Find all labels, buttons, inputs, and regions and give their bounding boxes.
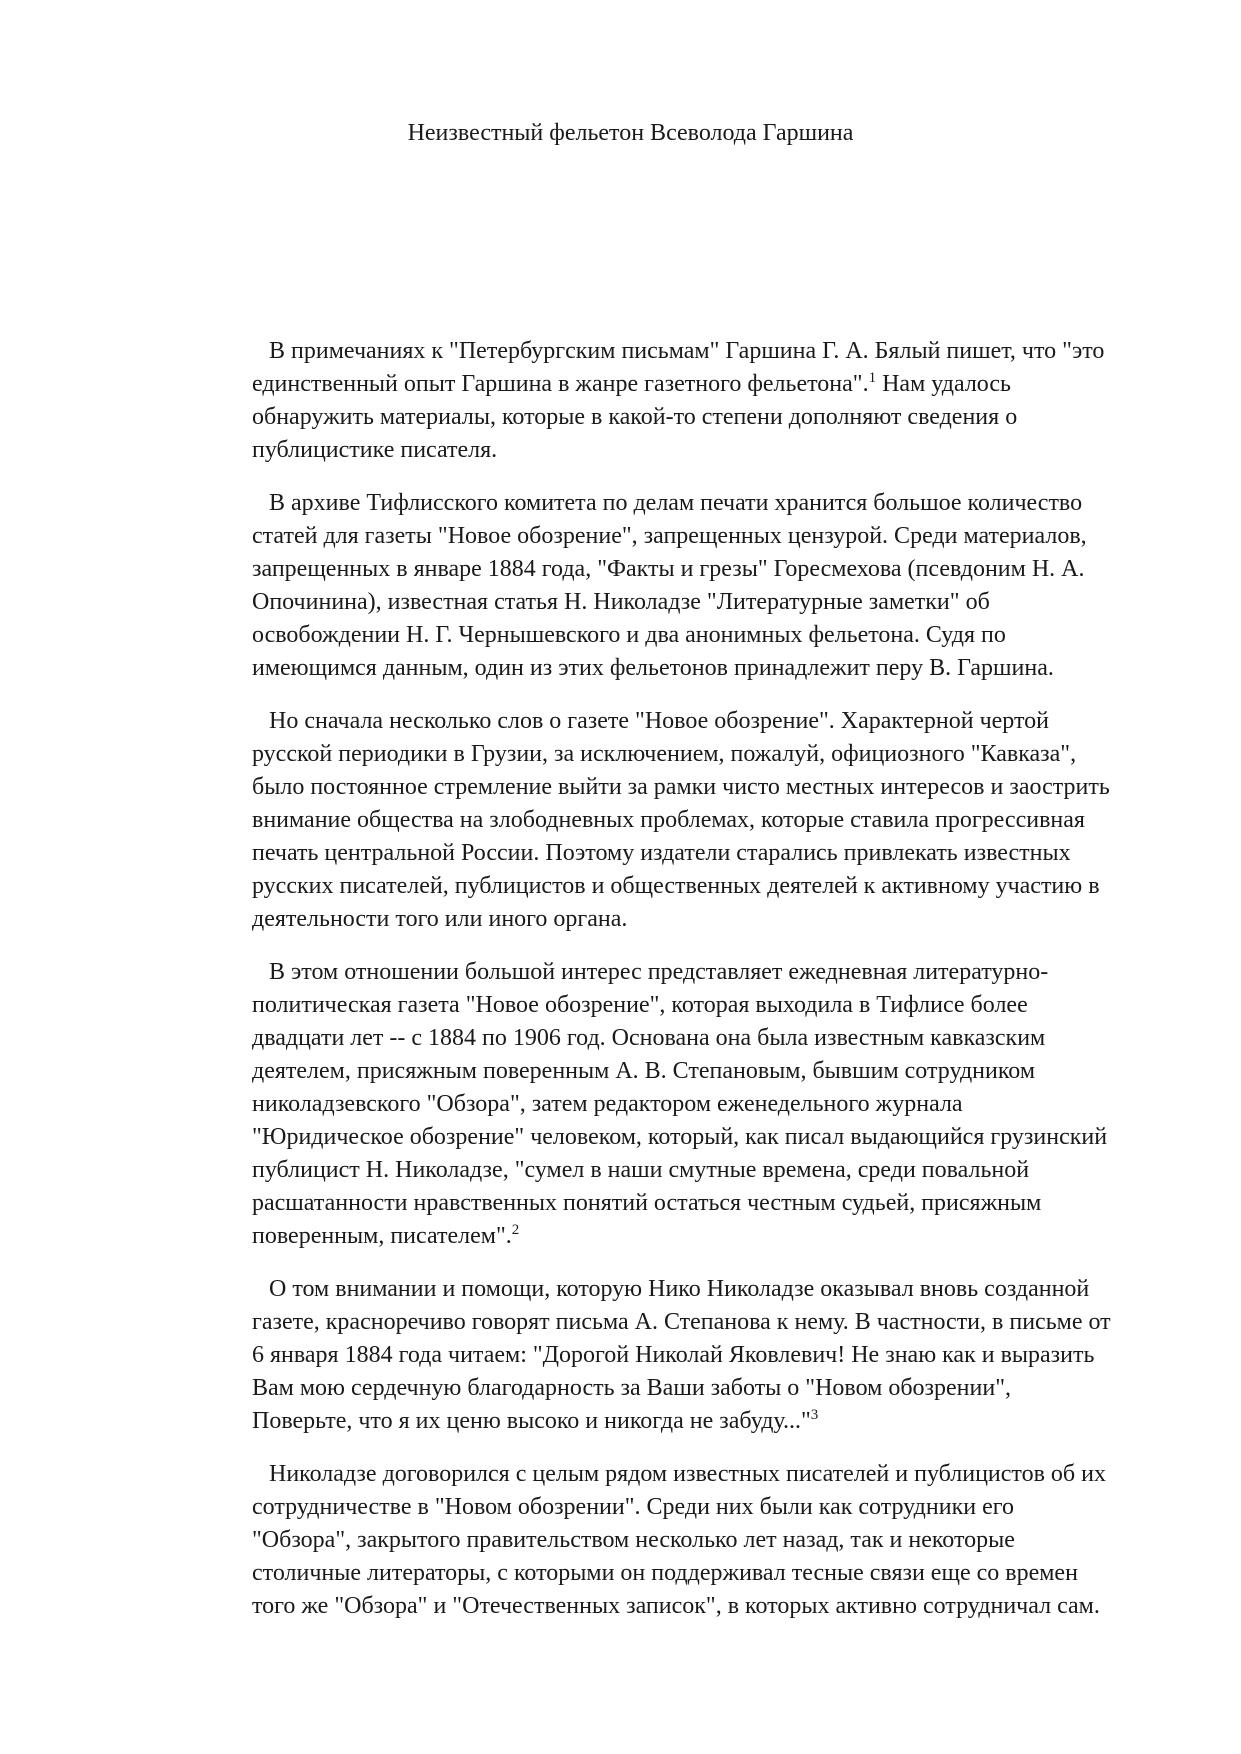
text-line: публицистике писателя. bbox=[252, 437, 498, 463]
text-line: политическая газета "Новое обозрение", которая выходила в Тифлисе более bbox=[252, 992, 1028, 1018]
text-line: имеющимся данным, один из этих фельетонов принадлежит перу В. Гаршина. bbox=[252, 655, 1054, 681]
text-line: О том внимании и помощи, которую Нико Николадзе оказывал вновь созданной bbox=[269, 1276, 1090, 1302]
text-line: сотрудничестве в "Новом обозрении". Среди них были как сотрудники его bbox=[252, 1494, 1014, 1520]
footnote-mark[interactable]: 2 bbox=[511, 1222, 520, 1238]
text-line: обнаружить материалы, которые в какой-то степени дополняют сведения о bbox=[252, 404, 1018, 430]
paragraph-6 bbox=[252, 1458, 1157, 1623]
text-line: 6 января 1884 года читаем: "Дорогой Николай Яковлевич! Не знаю как и выразить bbox=[252, 1342, 1095, 1368]
footnote-mark[interactable]: 3 bbox=[810, 1407, 819, 1423]
text-line: Опочинина), известная статья Н. Николадзе "Литературные заметки" об bbox=[252, 589, 990, 615]
paragraph-5 bbox=[252, 1273, 1157, 1438]
text-line-part: поверенным, писателем". bbox=[252, 1223, 512, 1249]
text-line: николадзевского "Обзора", затем редактором еженедельного журнала bbox=[252, 1091, 963, 1117]
paragraph-1 bbox=[252, 335, 1157, 467]
text-line: деятельности того или иного органа. bbox=[252, 906, 628, 932]
text-line: было постоянное стремление выйти за рамки чисто местных интересов и заострить bbox=[252, 774, 1110, 800]
text-line: статей для газеты "Новое обозрение", запрещенных цензурой. Среди материалов, bbox=[252, 523, 1087, 549]
text-line bbox=[252, 368, 1157, 401]
text-line: публицист Н. Николадзе, "сумел в наши смутные времена, среди повальной bbox=[252, 1157, 1030, 1183]
text-line: Вам мою сердечную благодарность за Ваши заботы о "Новом обозрении", bbox=[252, 1375, 1011, 1401]
paragraph-2 bbox=[252, 487, 1157, 685]
text-line-part: Нам удалось bbox=[876, 371, 1011, 397]
paragraph-3 bbox=[252, 705, 1157, 936]
text-line: Но сначала несколько слов о газете "Новое обозрение". Характерной чертой bbox=[269, 708, 1049, 734]
paragraph-4 bbox=[252, 956, 1157, 1253]
document-body bbox=[252, 335, 1157, 1643]
text-line: печать центральной России. Поэтому издатели старались привлекать известных bbox=[252, 840, 1071, 866]
text-line: внимание общества на злободневных проблемах, которые ставила прогрессивная bbox=[252, 807, 1085, 833]
text-line bbox=[252, 1220, 1157, 1253]
text-line: В этом отношении большой интерес представляет ежедневная литературно- bbox=[269, 959, 1049, 985]
text-line: столичные литераторы, с которыми он поддерживал тесные связи еще со времен bbox=[252, 1560, 1078, 1586]
text-line: русской периодики в Грузии, за исключением, пожалуй, официозного "Кавказа", bbox=[252, 741, 1077, 767]
text-line: "Юридическое обозрение" человеком, который, как писал выдающийся грузинский bbox=[252, 1124, 1108, 1150]
text-line-part: Поверьте, что я их ценю высоко и никогда не забуду..." bbox=[252, 1408, 811, 1434]
text-line: "Обзора", закрытого правительством несколько лет назад, так и некоторые bbox=[252, 1527, 1015, 1553]
text-line: газете, красноречиво говорят письма А. Степанова к нему. В частности, в письме от bbox=[252, 1309, 1111, 1335]
text-line: запрещенных в январе 1884 года, "Факты и грезы" Горесмехова (псевдоним Н. А. bbox=[252, 556, 1085, 582]
text-line: освобождении Н. Г. Чернышевского и два анонимных фельетона. Судя по bbox=[252, 622, 1006, 648]
text-line: того же "Обзора" и "Отечественных записок", в которых активно сотрудничал сам. bbox=[252, 1593, 1100, 1619]
text-line-part: единственный опыт Гаршина в жанре газетного фельетона". bbox=[252, 371, 869, 397]
document-title: Неизвестный фельетон Всеволода Гаршина bbox=[407, 120, 854, 146]
text-line: двадцати лет -- с 1884 по 1906 год. Основана она была известным кавказским bbox=[252, 1025, 1046, 1051]
text-line: Николадзе договорился с целым рядом известных писателей и публицистов об их bbox=[269, 1461, 1106, 1487]
text-line bbox=[252, 1405, 1157, 1438]
text-line: В архиве Тифлисского комитета по делам печати хранится большое количество bbox=[269, 490, 1083, 516]
footnote-mark[interactable]: 1 bbox=[868, 370, 877, 386]
text-line: В примечаниях к "Петербургским письмам" Гаршина Г. А. Бялый пишет, что "это bbox=[269, 338, 1105, 364]
text-line: расшатанности нравственных понятий остаться честным судьей, присяжным bbox=[252, 1190, 1042, 1216]
text-line: русских писателей, публицистов и общественных деятелей к активному участию в bbox=[252, 873, 1100, 899]
text-line: деятелем, присяжным поверенным А. В. Степановым, бывшим сотрудником bbox=[252, 1058, 1036, 1084]
